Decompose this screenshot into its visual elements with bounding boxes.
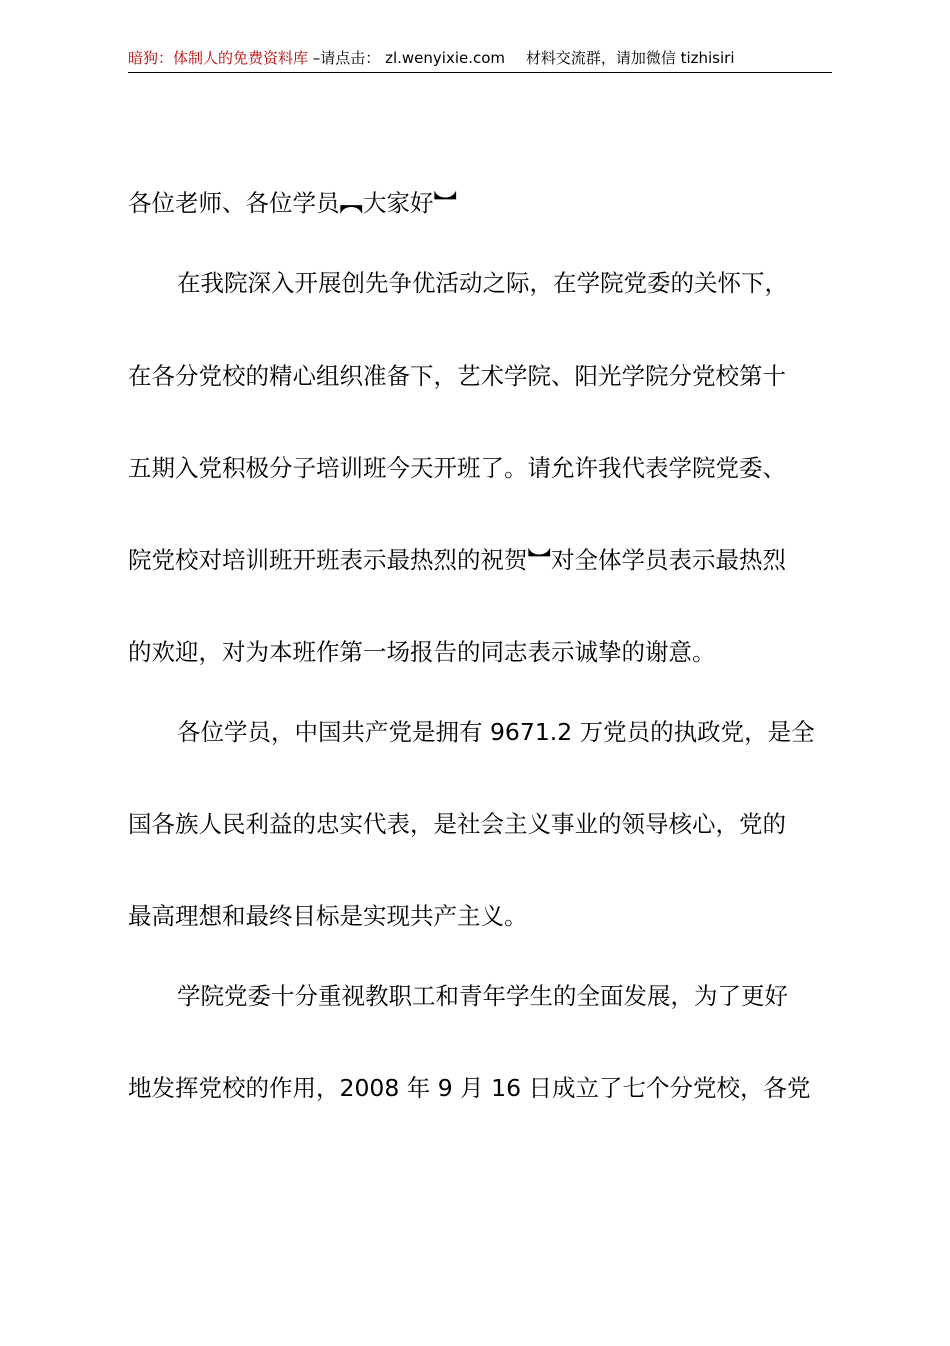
paragraph-2-line-1: 各位学员，中国共产党是拥有 9671.2 万党员的执政党，是全 [177, 718, 815, 746]
paragraph-2-line-3: 最高理想和最终目标是实现共产主义。 [128, 902, 528, 930]
page-header [128, 46, 832, 73]
paragraph-1-line-1: 在我院深入开展创先争优活动之际，在学院党委的关怀下， [177, 269, 788, 297]
paragraph-1-line-3: 五期入党积极分子培训班今天开班了。请允许我代表学院党委、 [128, 454, 786, 482]
paragraph-1-line-4: 院党校对培训班开班表示最热烈的祝贺︼对全体学员表示最热烈 [128, 546, 786, 574]
paragraph-2-line-2: 国各族人民利益的忠实代表，是社会主义事业的领导核心，党的 [128, 810, 786, 838]
paragraph-1-line-2: 在各分党校的精心组织准备下，艺术学院、阳光学院分党校第十 [128, 362, 786, 390]
paragraph-3-line-2: 地发挥党校的作用，2008 年 9 月 16 日成立了七个分党校，各党 [128, 1074, 811, 1102]
header-url-link[interactable]: zl.wenyixie.com [385, 49, 506, 67]
paragraph-3-line-1: 学院党委十分重视教职工和青年学生的全面发展，为了更好 [177, 982, 788, 1010]
greeting-line: 各位老师、各位学员︻大家好︼ [128, 189, 457, 217]
header-group-note: 材料交流群，请加微信 tizhisiri [525, 49, 735, 67]
paragraph-1-line-5: 的欢迎，对为本班作第一场报告的同志表示诚挚的谢意。 [128, 638, 716, 666]
header-title: 暗狗：体制人的免费资料库 [128, 49, 309, 67]
header-prompt: –请点击： [312, 49, 381, 67]
